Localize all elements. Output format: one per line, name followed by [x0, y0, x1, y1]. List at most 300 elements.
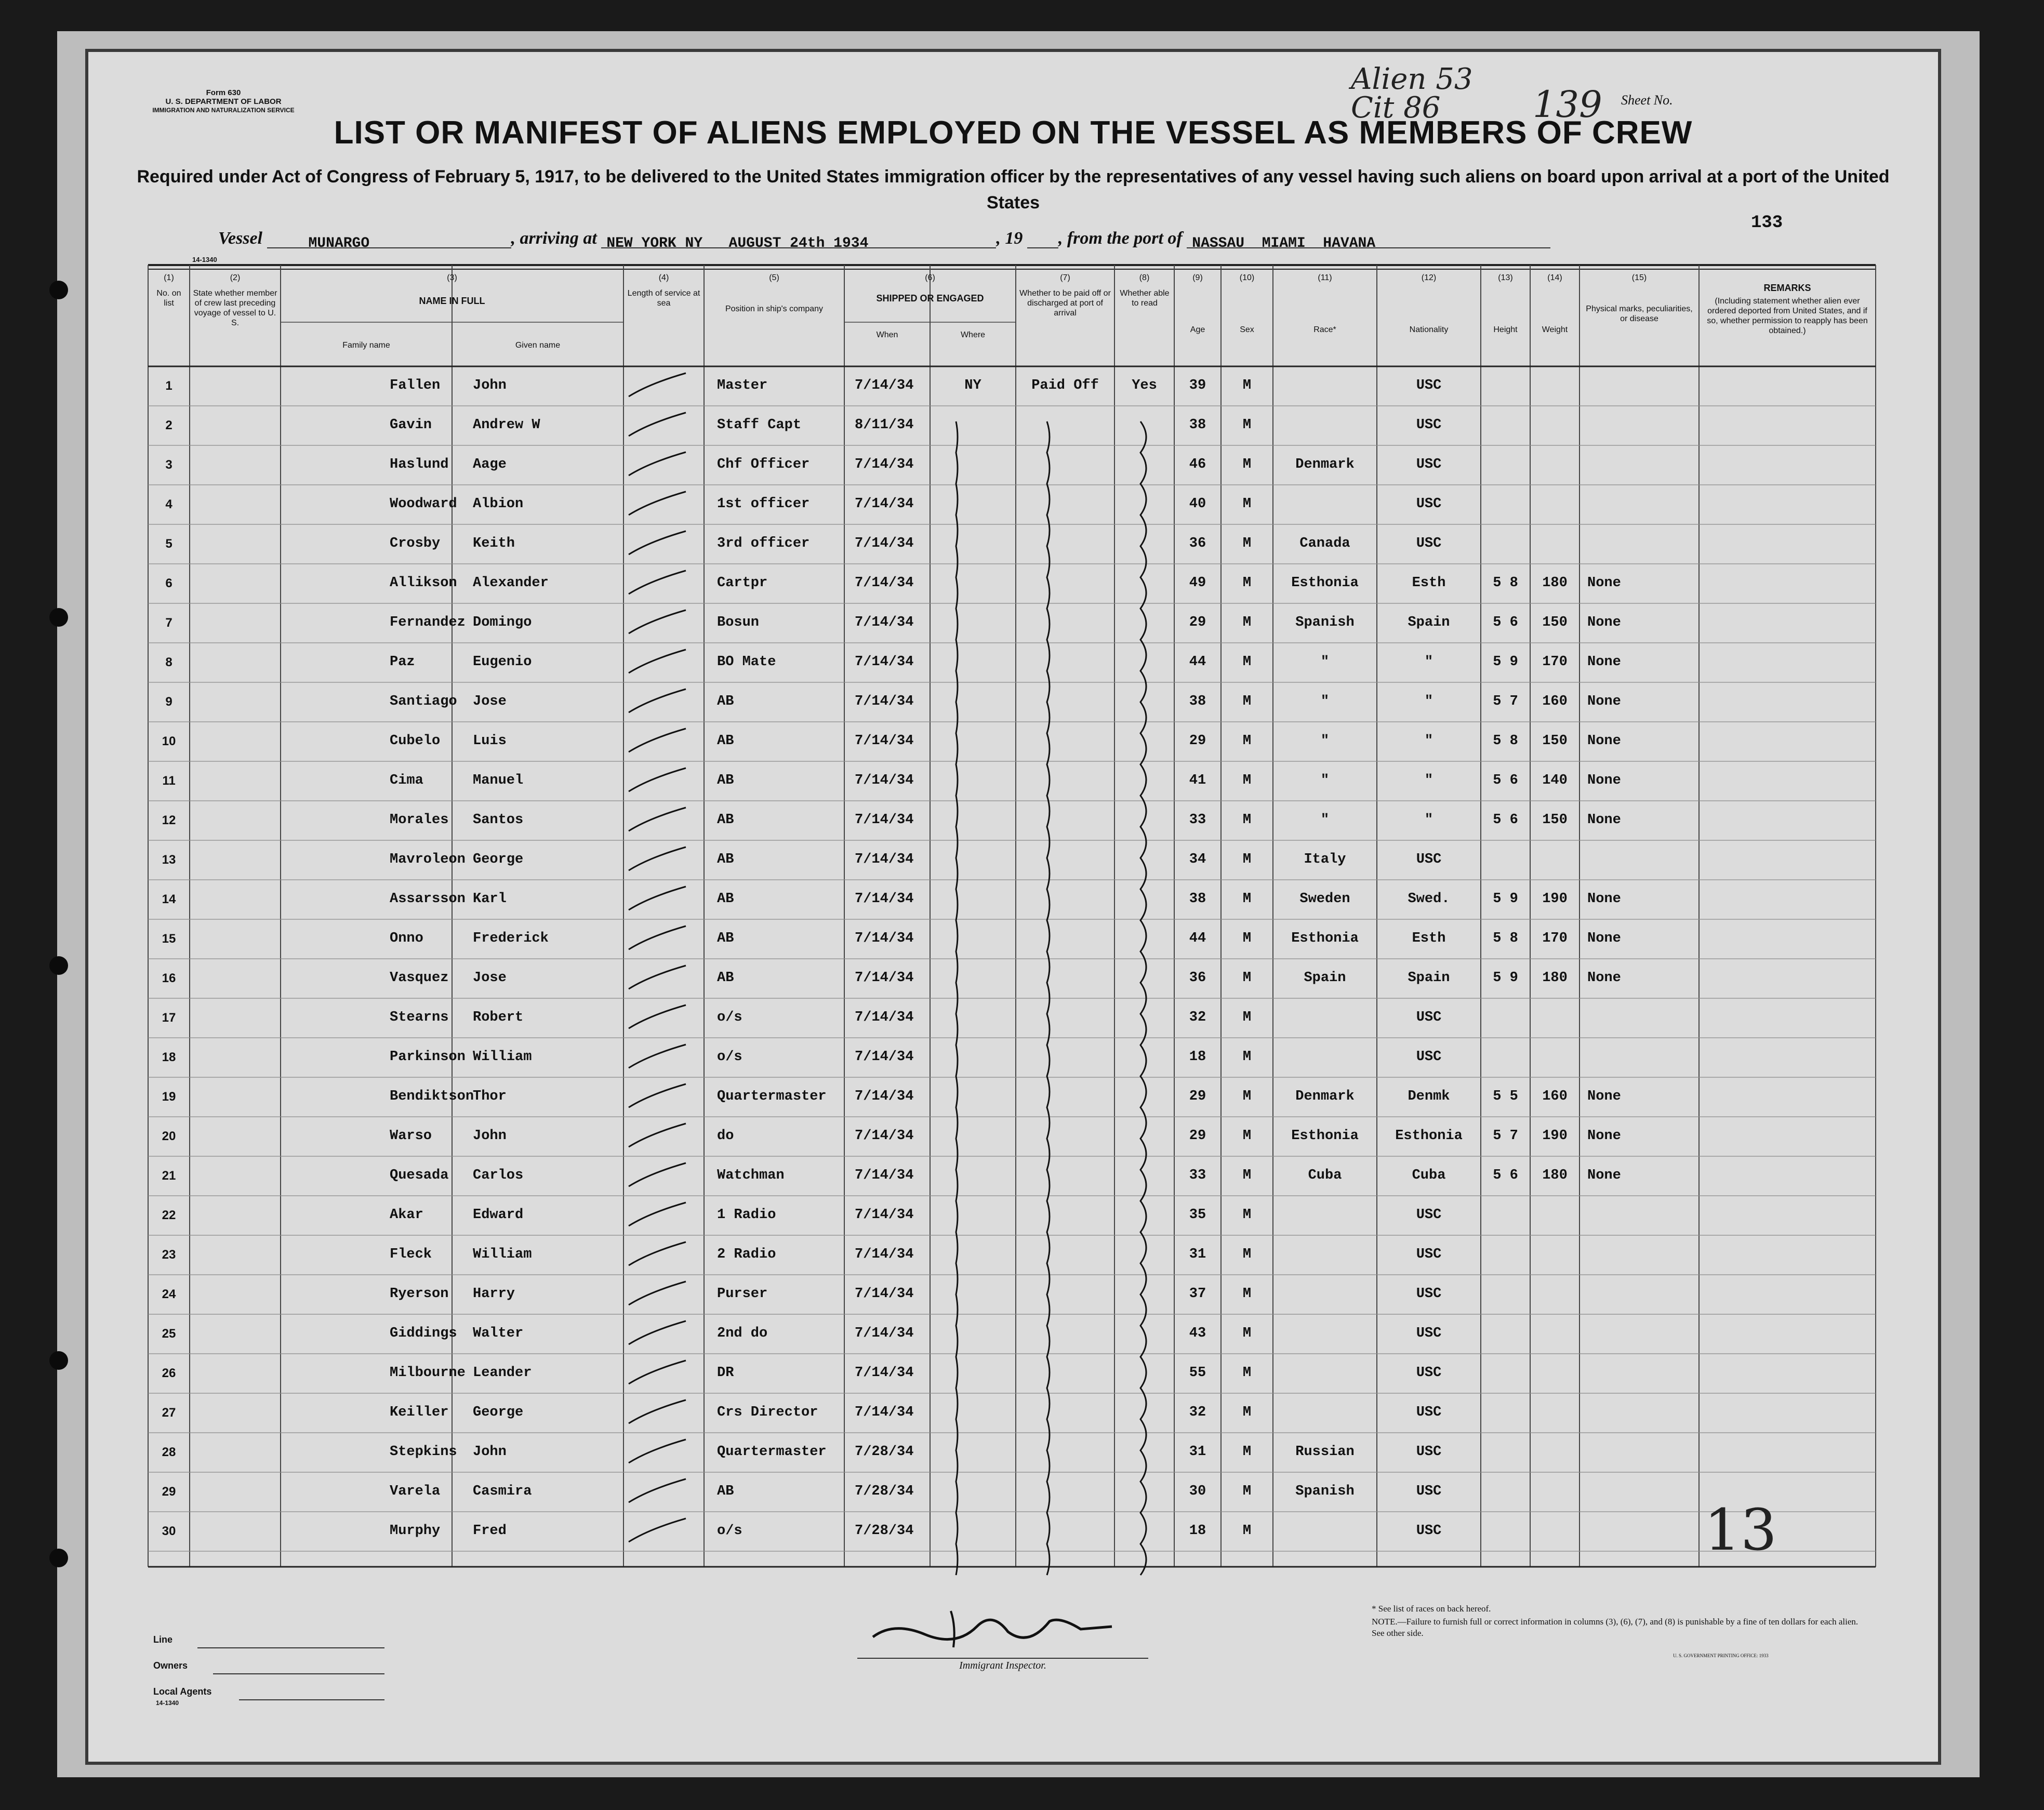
printer-note: U. S. GOVERNMENT PRINTING OFFICE: 1933 [1673, 1653, 1769, 1658]
cell-sex: M [1242, 496, 1252, 512]
cell-given: Harry [473, 1286, 515, 1302]
cell-position: Quartermaster [717, 1444, 827, 1460]
cell-height: 5 9 [1493, 654, 1518, 670]
agents-label: Local Agents [153, 1686, 212, 1697]
form-code: 14-1340 [192, 256, 217, 263]
cell-race: " [1320, 812, 1330, 828]
service-tick-mark [629, 452, 686, 475]
cell-no: 7 [165, 616, 172, 630]
cell-age: 41 [1189, 773, 1206, 788]
cell-height: 5 6 [1493, 773, 1518, 788]
col-7-number: (7) [1060, 273, 1070, 282]
cell-given: Jose [473, 970, 507, 986]
cell-given: Alexander [473, 575, 549, 591]
cell-age: 34 [1189, 852, 1206, 867]
cell-position: AB [717, 970, 734, 986]
cell-weight: 180 [1542, 1168, 1568, 1183]
cell-position: Cartpr [717, 575, 768, 591]
cell-no: 23 [162, 1248, 176, 1262]
cell-family: Fallen [390, 378, 441, 393]
cell-sex: M [1242, 1207, 1252, 1223]
cell-weight: 170 [1542, 654, 1568, 670]
cell-sex: M [1242, 1010, 1252, 1025]
cell-sex: M [1242, 417, 1252, 433]
cell-height: 5 6 [1493, 615, 1518, 630]
col-6-header: SHIPPED OR ENGAGED [876, 293, 984, 303]
cell-height: 5 6 [1493, 1168, 1518, 1183]
cell-given: Karl [473, 891, 507, 907]
cell-age: 18 [1189, 1049, 1206, 1065]
cell-age: 29 [1189, 1089, 1206, 1104]
cell-position: Staff Capt [717, 417, 802, 433]
cell-no: 10 [162, 734, 176, 748]
cell-nat: USC [1416, 1484, 1442, 1499]
cell-given: John [473, 1128, 507, 1144]
cell-family: Quesada [390, 1168, 449, 1183]
cell-marks: None [1587, 812, 1621, 828]
cell-position: AB [717, 891, 734, 907]
cell-race: Esthonia [1291, 931, 1359, 946]
cell-when: 7/14/34 [855, 575, 914, 591]
cell-when: 8/11/34 [855, 417, 914, 433]
cell-position: o/s [717, 1049, 742, 1065]
punch-hole [49, 1351, 68, 1370]
cell-family: Keiller [390, 1405, 449, 1420]
cell-family: Cima [390, 773, 423, 788]
cell-age: 38 [1189, 891, 1206, 907]
cell-age: 44 [1189, 931, 1206, 946]
arriving-value: NEW YORK NY AUGUST 24th 1934 [606, 235, 869, 252]
cell-race: Canada [1299, 536, 1350, 551]
from-label: , from the port of [1058, 229, 1183, 248]
hand-cit-count: Cit 86 [1351, 91, 1441, 125]
cell-family: Fleck [390, 1247, 432, 1262]
cell-age: 33 [1189, 812, 1206, 828]
cell-race: Sweden [1299, 891, 1350, 907]
cell-position: AB [717, 852, 734, 867]
cell-paid: Paid Off [1031, 378, 1099, 393]
cell-age: 46 [1189, 457, 1206, 472]
cell-no: 20 [162, 1129, 176, 1143]
cell-when: 7/14/34 [855, 1010, 914, 1025]
cell-family: Paz [390, 654, 415, 670]
cell-sex: M [1242, 615, 1252, 630]
cell-race: Italy [1304, 852, 1346, 867]
cell-family: Giddings [390, 1326, 457, 1341]
cell-family: Murphy [390, 1523, 441, 1539]
cell-when: 7/14/34 [855, 615, 914, 630]
inspector-signature [862, 1601, 1133, 1663]
col-5-number: (5) [769, 273, 779, 282]
service-tick-mark [629, 610, 686, 633]
col-13-number: (13) [1498, 273, 1513, 282]
cell-sex: M [1242, 1247, 1252, 1262]
cell-age: 43 [1189, 1326, 1206, 1341]
service-tick-mark [629, 1124, 686, 1147]
col-2-header: State whether member of crew last preceding voyage of vessel to U. S. [193, 289, 277, 327]
cell-sex: M [1242, 378, 1252, 393]
col-9-number: (9) [1192, 273, 1203, 282]
cell-family: Milbourne [390, 1365, 466, 1381]
cell-when: 7/14/34 [855, 694, 914, 709]
cell-given: Frederick [473, 931, 549, 946]
cell-age: 29 [1189, 615, 1206, 630]
cell-given: Jose [473, 694, 507, 709]
cell-race: " [1320, 773, 1330, 788]
cell-position: AB [717, 733, 734, 749]
cell-age: 36 [1189, 970, 1206, 986]
cell-race: Denmark [1295, 1089, 1355, 1104]
cell-nat: USC [1416, 1405, 1442, 1420]
cell-given: Santos [473, 812, 524, 828]
cell-given: Albion [473, 496, 524, 512]
col-9-header: Age [1190, 325, 1205, 334]
cell-no: 2 [165, 418, 172, 432]
cell-when: 7/14/34 [855, 536, 914, 551]
cell-no: 21 [162, 1169, 176, 1183]
cell-no: 3 [165, 458, 172, 472]
col-12-number: (12) [1421, 273, 1437, 282]
cell-given: Keith [473, 536, 515, 551]
cell-height: 5 8 [1493, 931, 1518, 946]
cell-sex: M [1242, 852, 1252, 867]
service-tick-mark [629, 1479, 686, 1502]
cell-when: 7/14/34 [855, 1247, 914, 1262]
cell-age: 36 [1189, 536, 1206, 551]
owners-label: Owners [153, 1660, 188, 1671]
cell-nat: USC [1416, 1247, 1442, 1262]
service-tick-mark [629, 966, 686, 989]
cell-given: Fred [473, 1523, 507, 1539]
cell-sex: M [1242, 694, 1252, 709]
cell-position: Chf Officer [717, 457, 810, 472]
cell-no: 22 [162, 1208, 176, 1222]
year-label: , 19 [996, 229, 1023, 248]
cell-given: Thor [473, 1089, 507, 1104]
cell-sex: M [1242, 1365, 1252, 1381]
service-tick-mark [629, 373, 686, 397]
col-2-number: (2) [230, 273, 241, 282]
cell-read: Yes [1132, 378, 1157, 393]
cell-when: 7/14/34 [855, 1405, 914, 1420]
cell-when: 7/14/34 [855, 496, 914, 512]
cell-age: 32 [1189, 1405, 1206, 1420]
cell-given: John [473, 378, 507, 393]
cell-sex: M [1242, 1286, 1252, 1302]
cell-position: DR [717, 1365, 734, 1381]
service: IMMIGRATION AND NATURALIZATION SERVICE [152, 107, 295, 114]
cell-nat: USC [1416, 1049, 1442, 1065]
cell-age: 38 [1189, 417, 1206, 433]
cell-marks: None [1587, 733, 1621, 749]
penalty-note: NOTE.—Failure to furnish full or correct information in columns (3), (6), (7), and (8) is punishable by a fine of ten dollars for each alien. See other side. [1372, 1617, 1859, 1638]
cell-marks: None [1587, 931, 1621, 946]
cell-nat: USC [1416, 852, 1442, 867]
cell-given: Luis [473, 733, 507, 749]
hand-alien-count: Alien 53 [1351, 62, 1473, 96]
cell-when: 7/14/34 [855, 733, 914, 749]
cell-family: Woodward [390, 496, 457, 512]
cell-when: 7/14/34 [855, 931, 914, 946]
cell-sex: M [1242, 1089, 1252, 1104]
service-tick-mark [629, 1360, 686, 1384]
cell-no: 12 [162, 813, 176, 827]
cell-height: 5 9 [1493, 891, 1518, 907]
service-tick-mark [629, 1518, 686, 1542]
cell-marks: None [1587, 694, 1621, 709]
cell-nat: Esth [1412, 575, 1446, 591]
cell-nat: Denmk [1408, 1089, 1450, 1104]
cell-family: Ryerson [390, 1286, 449, 1302]
col-7-header: Whether to be paid off or discharged at port of arrival [1019, 289, 1111, 318]
cell-height: 5 5 [1493, 1089, 1518, 1104]
col-11-number: (11) [1318, 273, 1332, 282]
cell-family: Cubelo [390, 733, 441, 749]
cell-no: 28 [162, 1445, 176, 1459]
punch-holes [49, 0, 70, 1810]
cell-no: 17 [162, 1011, 176, 1025]
cell-given: Robert [473, 1010, 524, 1025]
cell-when: 7/14/34 [855, 1286, 914, 1302]
cell-position: Master [717, 378, 768, 393]
cell-age: 37 [1189, 1286, 1206, 1302]
service-tick-mark [629, 531, 686, 554]
cell-when: 7/14/34 [855, 773, 914, 788]
cell-given: Leander [473, 1365, 532, 1381]
vessel-name: MUNARGO [308, 235, 370, 252]
col-3-number: (3) [447, 273, 457, 282]
cell-position: 1 Radio [717, 1207, 776, 1223]
cell-nat: " [1424, 812, 1434, 828]
cell-sex: M [1242, 931, 1252, 946]
cell-nat: Swed. [1408, 891, 1450, 907]
cell-where: NY [964, 378, 981, 393]
cell-when: 7/14/34 [855, 378, 914, 393]
cell-height: 5 6 [1493, 812, 1518, 828]
col-3-family-header: Family name [342, 341, 390, 350]
cell-nat: Spain [1408, 615, 1450, 630]
cell-race: " [1320, 694, 1330, 709]
cell-position: 2 Radio [717, 1247, 776, 1262]
punch-hole [49, 608, 68, 627]
cell-family: Assarsson [390, 891, 466, 907]
cell-given: George [473, 852, 524, 867]
col-13-header: Height [1493, 325, 1518, 334]
cell-given: Edward [473, 1207, 524, 1223]
service-tick-mark [629, 847, 686, 870]
cell-sex: M [1242, 1049, 1252, 1065]
cell-no: 11 [162, 774, 176, 788]
cell-sex: M [1242, 970, 1252, 986]
col-1-number: (1) [164, 273, 174, 282]
cell-race: Esthonia [1291, 1128, 1359, 1144]
service-tick-mark [629, 887, 686, 910]
cell-no: 15 [162, 932, 176, 946]
cell-weight: 150 [1542, 812, 1568, 828]
cell-sex: M [1242, 536, 1252, 551]
service-tick-mark [629, 1321, 686, 1344]
cell-position: AB [717, 694, 734, 709]
cell-age: 55 [1189, 1365, 1206, 1381]
cell-given: William [473, 1247, 532, 1262]
cell-nat: " [1424, 733, 1434, 749]
cell-no: 26 [162, 1366, 176, 1380]
cell-position: Bosun [717, 615, 760, 630]
cell-position: AB [717, 812, 734, 828]
service-tick-mark [629, 1005, 686, 1028]
cell-race: Spanish [1295, 1484, 1355, 1499]
cell-family: Morales [390, 812, 449, 828]
cell-when: 7/14/34 [855, 1365, 914, 1381]
cell-sex: M [1242, 575, 1252, 591]
cell-age: 39 [1189, 378, 1206, 393]
service-tick-mark [629, 571, 686, 594]
punch-hole [49, 281, 68, 299]
service-tick-mark [629, 729, 686, 752]
cell-when: 7/14/34 [855, 1326, 914, 1341]
cell-nat: Esth [1412, 931, 1446, 946]
cell-family: Haslund [390, 457, 449, 472]
cell-age: 44 [1189, 654, 1206, 670]
cell-sex: M [1242, 1405, 1252, 1420]
cell-sex: M [1242, 654, 1252, 670]
cell-age: 29 [1189, 733, 1206, 749]
cell-no: 30 [162, 1524, 176, 1538]
cell-no: 8 [165, 655, 172, 669]
cell-sex: M [1242, 1523, 1252, 1539]
cell-sex: M [1242, 457, 1252, 472]
cell-given: John [473, 1444, 507, 1460]
cell-nat: Esthonia [1395, 1128, 1463, 1144]
cell-no: 27 [162, 1406, 176, 1420]
cell-when: 7/28/34 [855, 1484, 914, 1499]
cell-given: Aage [473, 457, 507, 472]
cell-when: 7/14/34 [855, 891, 914, 907]
cell-sex: M [1242, 1168, 1252, 1183]
department: U. S. DEPARTMENT OF LABOR [165, 97, 282, 106]
cell-family: Onno [390, 931, 423, 946]
cell-race: Spain [1304, 970, 1346, 986]
cell-weight: 160 [1542, 694, 1568, 709]
cell-family: Stearns [390, 1010, 449, 1025]
service-tick-mark [629, 926, 686, 949]
cell-no: 1 [165, 379, 172, 393]
remarks-header: REMARKS [1763, 283, 1811, 293]
col-4-header: Length of service at sea [627, 289, 700, 308]
cell-position: 1st officer [717, 496, 810, 512]
page-subtitle: Required under Act of Congress of February 5, 1917, to be delivered to the United States immigration officer by the representatives of any vessel having such aliens on board upon arrival at a port of the United States [137, 167, 1890, 213]
cell-position: 3rd officer [717, 536, 810, 551]
cell-when: 7/28/34 [855, 1444, 914, 1460]
cell-when: 7/14/34 [855, 1049, 914, 1065]
cell-no: 9 [165, 695, 172, 709]
col-6-number: (6) [925, 273, 935, 282]
cell-nat: USC [1416, 1010, 1442, 1025]
cell-when: 7/14/34 [855, 812, 914, 828]
cell-given: Walter [473, 1326, 524, 1341]
cell-sex: M [1242, 1484, 1252, 1499]
cell-family: Warso [390, 1128, 432, 1144]
page-number: 133 [1751, 213, 1783, 233]
col-8-number: (8) [1139, 273, 1150, 282]
cell-no: 29 [162, 1485, 176, 1499]
cell-position: o/s [717, 1523, 742, 1539]
cell-when: 7/14/34 [855, 970, 914, 986]
col-14-number: (14) [1547, 273, 1562, 282]
cell-position: BO Mate [717, 654, 776, 670]
cell-nat: USC [1416, 1444, 1442, 1460]
cell-weight: 190 [1542, 1128, 1568, 1144]
service-tick-mark [629, 1045, 686, 1068]
col-5-header: Position in ship's company [725, 305, 824, 313]
cell-marks: None [1587, 575, 1621, 591]
cell-marks: None [1587, 970, 1621, 986]
cell-family: Fernandez [390, 615, 466, 630]
cell-nat: " [1424, 694, 1434, 709]
cell-weight: 180 [1542, 575, 1568, 591]
punch-hole [49, 956, 68, 975]
arriving-label: , arriving at [511, 229, 597, 248]
cell-nat: Cuba [1412, 1168, 1446, 1183]
manifest-sheet [88, 52, 1938, 1762]
line-label: Line [153, 1634, 173, 1645]
col-11-header: Race* [1313, 325, 1336, 334]
cell-position: AB [717, 931, 734, 946]
cell-position: Watchman [717, 1168, 785, 1183]
col-10-header: Sex [1240, 325, 1254, 334]
cell-nat: Spain [1408, 970, 1450, 986]
cell-height: 5 7 [1493, 1128, 1518, 1144]
cell-family: Mavroleon [390, 852, 466, 867]
cell-age: 40 [1189, 496, 1206, 512]
cell-race: Spanish [1295, 615, 1355, 630]
cell-height: 5 8 [1493, 733, 1518, 749]
col-15-header: Physical marks, peculiarities, or disease [1586, 305, 1693, 323]
service-tick-mark [629, 1203, 686, 1226]
cell-sex: M [1242, 1128, 1252, 1144]
cell-marks: None [1587, 1168, 1621, 1183]
cell-age: 31 [1189, 1444, 1206, 1460]
cell-no: 13 [162, 853, 176, 867]
service-tick-mark [629, 1439, 686, 1463]
service-tick-mark [629, 808, 686, 831]
cell-age: 49 [1189, 575, 1206, 591]
cell-sex: M [1242, 1444, 1252, 1460]
agents-blank [239, 1699, 384, 1700]
cell-marks: None [1587, 1128, 1621, 1144]
cell-position: Crs Director [717, 1405, 818, 1420]
cell-family: Akar [390, 1207, 423, 1223]
cell-when: 7/14/34 [855, 457, 914, 472]
cell-sex: M [1242, 891, 1252, 907]
cell-age: 33 [1189, 1168, 1206, 1183]
cell-nat: USC [1416, 1207, 1442, 1223]
hand-total: 13 [1704, 1497, 1777, 1563]
cell-position: 2nd do [717, 1326, 768, 1341]
cell-nat: USC [1416, 1523, 1442, 1539]
cell-weight: 150 [1542, 733, 1568, 749]
cell-nat: USC [1416, 457, 1442, 472]
col-1-header: No. on list [156, 289, 181, 308]
cell-no: 6 [165, 576, 172, 590]
cell-marks: None [1587, 1089, 1621, 1104]
cell-given: Manuel [473, 773, 524, 788]
cell-sex: M [1242, 773, 1252, 788]
cell-race: " [1320, 654, 1330, 670]
line-blank [197, 1647, 384, 1648]
punch-hole [49, 1549, 68, 1567]
cell-position: Purser [717, 1286, 768, 1302]
